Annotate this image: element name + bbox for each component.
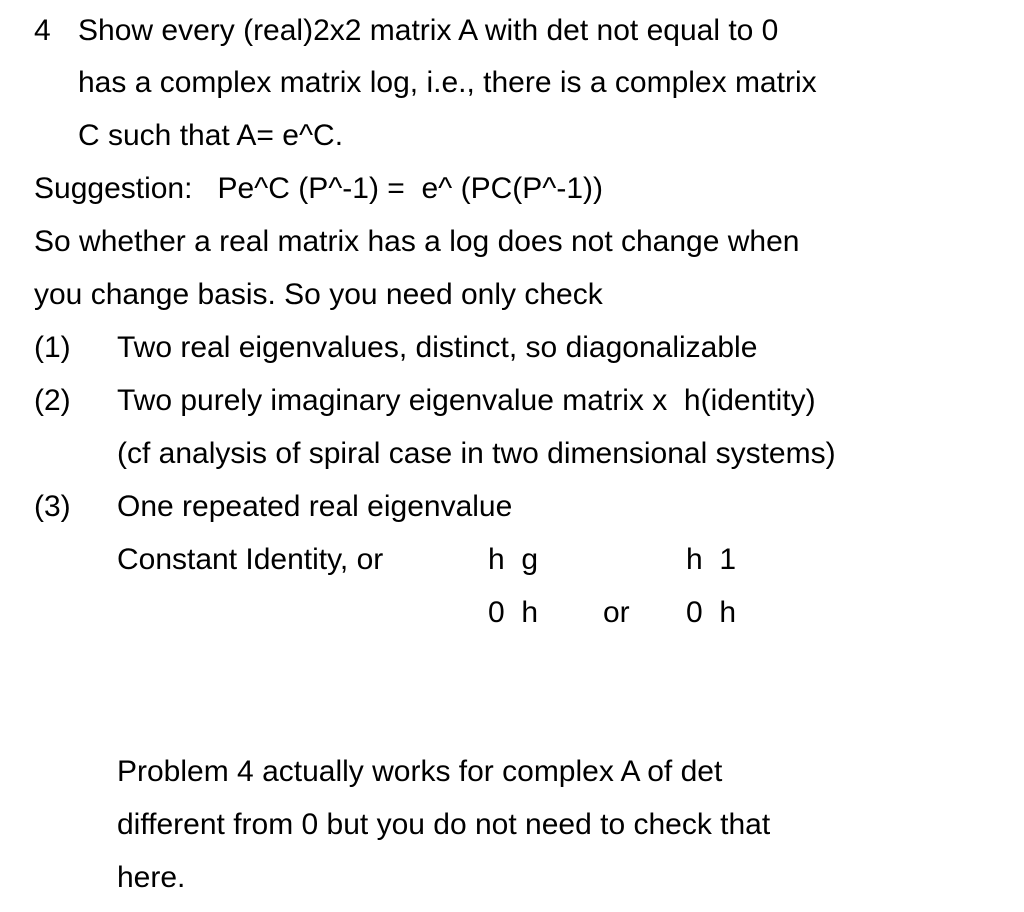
basis-line-1: So whether a real matrix has a log does not change when	[34, 225, 800, 258]
matrix-prefix: Constant Identity, or	[117, 543, 384, 576]
matrix-or: or	[603, 596, 630, 629]
case-1-label: (1)	[34, 331, 71, 364]
case-2-text-1: Two purely imaginary eigenvalue matrix x h(identity)	[117, 384, 816, 417]
note-line-2: different from 0 but you do not need to check that	[117, 808, 771, 841]
problem-number: 4	[34, 14, 51, 47]
case-3-text: One repeated real eigenvalue	[117, 490, 513, 523]
matrix-2-row-2: 0 h	[686, 596, 737, 629]
problem-line-3: C such that A= e^C.	[78, 119, 344, 152]
suggestion-text: Suggestion: Pe^C (P^-1) = e^ (PC(P^-1))	[34, 172, 603, 205]
basis-line-2: you change basis. So you need only check	[34, 278, 603, 311]
matrix-1-row-1: h g	[488, 543, 539, 576]
matrix-2-row-1: h 1	[686, 543, 737, 576]
case-2-text-2: (cf analysis of spiral case in two dimensional systems)	[117, 437, 836, 470]
case-1-text: Two real eigenvalues, distinct, so diagonalizable	[117, 331, 758, 364]
case-3-label: (3)	[34, 490, 71, 523]
matrix-1-row-2: 0 h	[488, 596, 539, 629]
case-2-label: (2)	[34, 384, 71, 417]
problem-line-1: Show every (real)2x2 matrix A with det not equal to 0	[78, 14, 779, 47]
note-line-3: here.	[117, 861, 186, 894]
note-line-1: Problem 4 actually works for complex A of det	[117, 755, 723, 788]
problem-line-2: has a complex matrix log, i.e., there is a complex matrix	[78, 66, 817, 99]
